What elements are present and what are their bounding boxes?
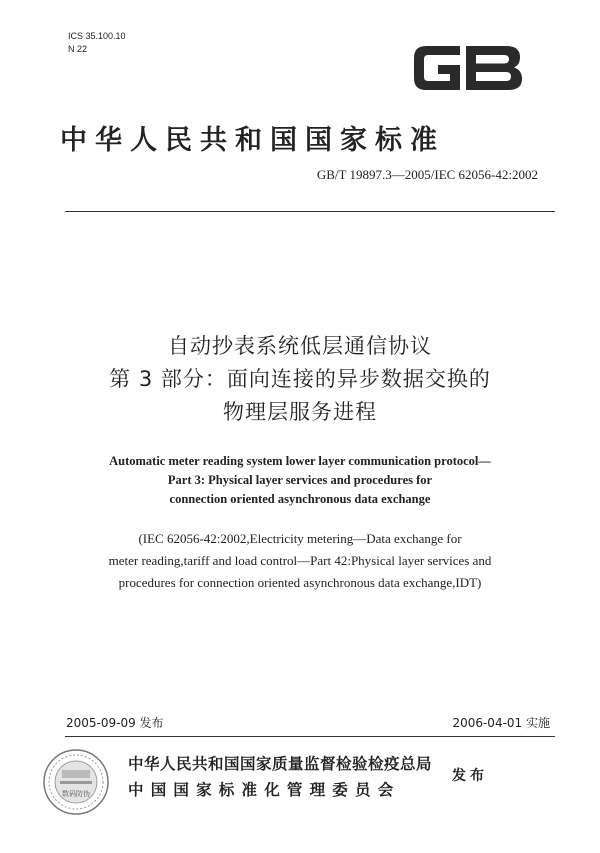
standard-number: GB/T 19897.3—2005/IEC 62056-42:2002 bbox=[316, 167, 538, 182]
english-title-line: connection oriented asynchronous data exchange bbox=[169, 492, 431, 506]
ccs-code: N 22 bbox=[68, 44, 88, 54]
publishing-authorities bbox=[128, 752, 432, 800]
publisher-sac: 中国国家标准化管理委员会 bbox=[128, 781, 401, 799]
implementation-date: 2006-04-01 实施 bbox=[452, 716, 550, 730]
seal-label: 数码防伪 bbox=[62, 790, 90, 798]
iec-equivalence-note bbox=[0, 528, 600, 594]
publisher-aqsiq: 中华人民共和国国家质量监督检验检疫总局 bbox=[128, 755, 433, 773]
iec-note-line: meter reading,tariff and load control—Part 42:Physical layer services and bbox=[108, 553, 492, 568]
chinese-title-line: 自动抄表系统低层通信协议 bbox=[168, 334, 432, 358]
chinese-title bbox=[0, 330, 600, 429]
english-title-line: Part 3: Physical layer services and procedures for bbox=[167, 473, 433, 487]
top-divider bbox=[65, 211, 555, 212]
classification-codes bbox=[68, 30, 126, 56]
iec-note-line: procedures for connection oriented asynchronous data exchange,IDT) bbox=[118, 575, 482, 590]
gb-logo-icon bbox=[408, 38, 528, 98]
issue-date: 2005-09-09 发布 bbox=[66, 716, 164, 730]
chinese-title-line: 第 3 部分：面向连接的异步数据交换的 bbox=[109, 367, 491, 391]
national-standard-title: 中华人民共和国国家标准 bbox=[60, 125, 445, 156]
ics-code: ICS 35.100.10 bbox=[68, 31, 126, 41]
chinese-title-line: 物理层服务进程 bbox=[223, 400, 377, 424]
iec-note-line: (IEC 62056-42:2002,Electricity metering—Data exchange for bbox=[138, 531, 462, 546]
bottom-divider bbox=[65, 736, 555, 737]
publish-label: 发布 bbox=[452, 768, 488, 784]
english-title bbox=[0, 452, 600, 509]
english-title-line: Automatic meter reading system lower layer communication protocol— bbox=[109, 454, 491, 468]
anti-counterfeit-seal-icon bbox=[42, 748, 110, 816]
